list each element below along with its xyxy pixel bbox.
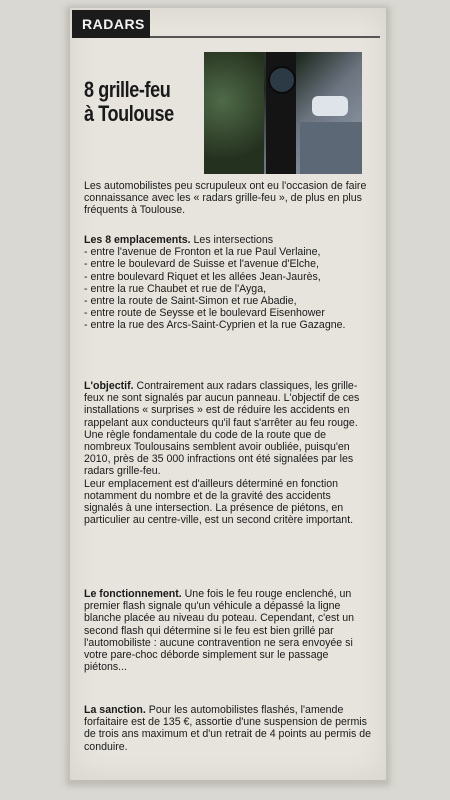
list-item: - entre l'avenue de Fronton et la rue Paul Verlaine, — [84, 246, 321, 259]
headline-line-1: 8 grille-feu — [84, 77, 171, 102]
list-item: - entre le boulevard de Suisse et l'avenue d'Elche, — [84, 258, 319, 271]
fonctionnement-section — [84, 588, 372, 673]
section-label: RADARS — [72, 10, 150, 38]
section-rule — [150, 36, 380, 38]
fonctionnement-title: Le fonctionnement. — [84, 588, 182, 600]
emplacements-intro: Les intersections — [190, 234, 274, 246]
headline — [84, 78, 182, 126]
objectif-section — [84, 380, 372, 526]
objectif-text-1: Contrairement aux radars classiques, les grille-feux ne sont signalés par aucun panneau. L'objectif de ces installations « surprises » est de réduire les accidents en rappelant aux conducteurs qu'il faut s'arrêter au feu rouge. — [84, 380, 360, 429]
lede-text: Les automobilistes peu scrupuleux ont eu l'occasion de faire connaissance avec les « radars grille-feu », de plus en plus fréquents à Toulouse. — [84, 180, 367, 217]
emplacements-title: Les 8 emplacements. — [84, 234, 191, 246]
headline-line-2: à Toulouse — [84, 101, 174, 126]
lede-paragraph — [84, 180, 372, 217]
photo-road — [300, 122, 362, 174]
list-item: - entre route de Seysse et le boulevard Eisenhower — [84, 307, 325, 320]
emplacements-section — [84, 234, 372, 332]
list-item: - entre boulevard Riquet et les allées Jean-Jaurès, — [84, 270, 321, 283]
traffic-camera-photo — [204, 52, 362, 174]
fonctionnement-text: Une fois le feu rouge enclenché, un premier flash signale qu'un véhicule a dépassé la ligne blanche placée au niveau du poteau. Cependant, c'est un second flash qui détermine si le feu est bien grillé par l'automobiliste : aucune contravention ne sera envoyée si votre pare-choc déborde simplement sur le passage piétons... — [84, 588, 355, 674]
photo-car — [312, 96, 348, 116]
sanction-text: Pour les automobilistes flashés, l'amende forfaitaire est de 135 €, assortie d'une suspension de permis de trois ans maximum et d'un retrait de 4 points au permis de conduire. — [84, 704, 372, 753]
objectif-text-3: Leur emplacement est d'ailleurs déterminé en fonction notamment du nombre et de la gravité des accidents signalés à une intersection. La présence de piétons, en particulier au centre-ville, est un second critère important. — [84, 477, 354, 527]
list-item: - entre la rue des Arcs-Saint-Cyprien et la rue Gazagne. — [84, 319, 346, 332]
objectif-title: L'objectif. — [84, 380, 134, 392]
sanction-title: La sanction. — [84, 704, 146, 716]
newspaper-clipping — [70, 8, 386, 780]
objectif-text-2: Une règle fondamentale du code de la route que de nombreux Toulousains semblent avoir oubliée, puisqu'en 2010, près de 35 000 infractions ont été signalées par les radars grille-feu. — [84, 428, 354, 478]
sanction-section — [84, 704, 372, 753]
camera-lens-icon — [268, 66, 296, 94]
photo-tree — [204, 52, 264, 174]
list-item: - entre la rue Chaubet et rue de l'Ayga, — [84, 282, 267, 295]
list-item: - entre la route de Saint-Simon et rue Abadie, — [84, 295, 297, 308]
